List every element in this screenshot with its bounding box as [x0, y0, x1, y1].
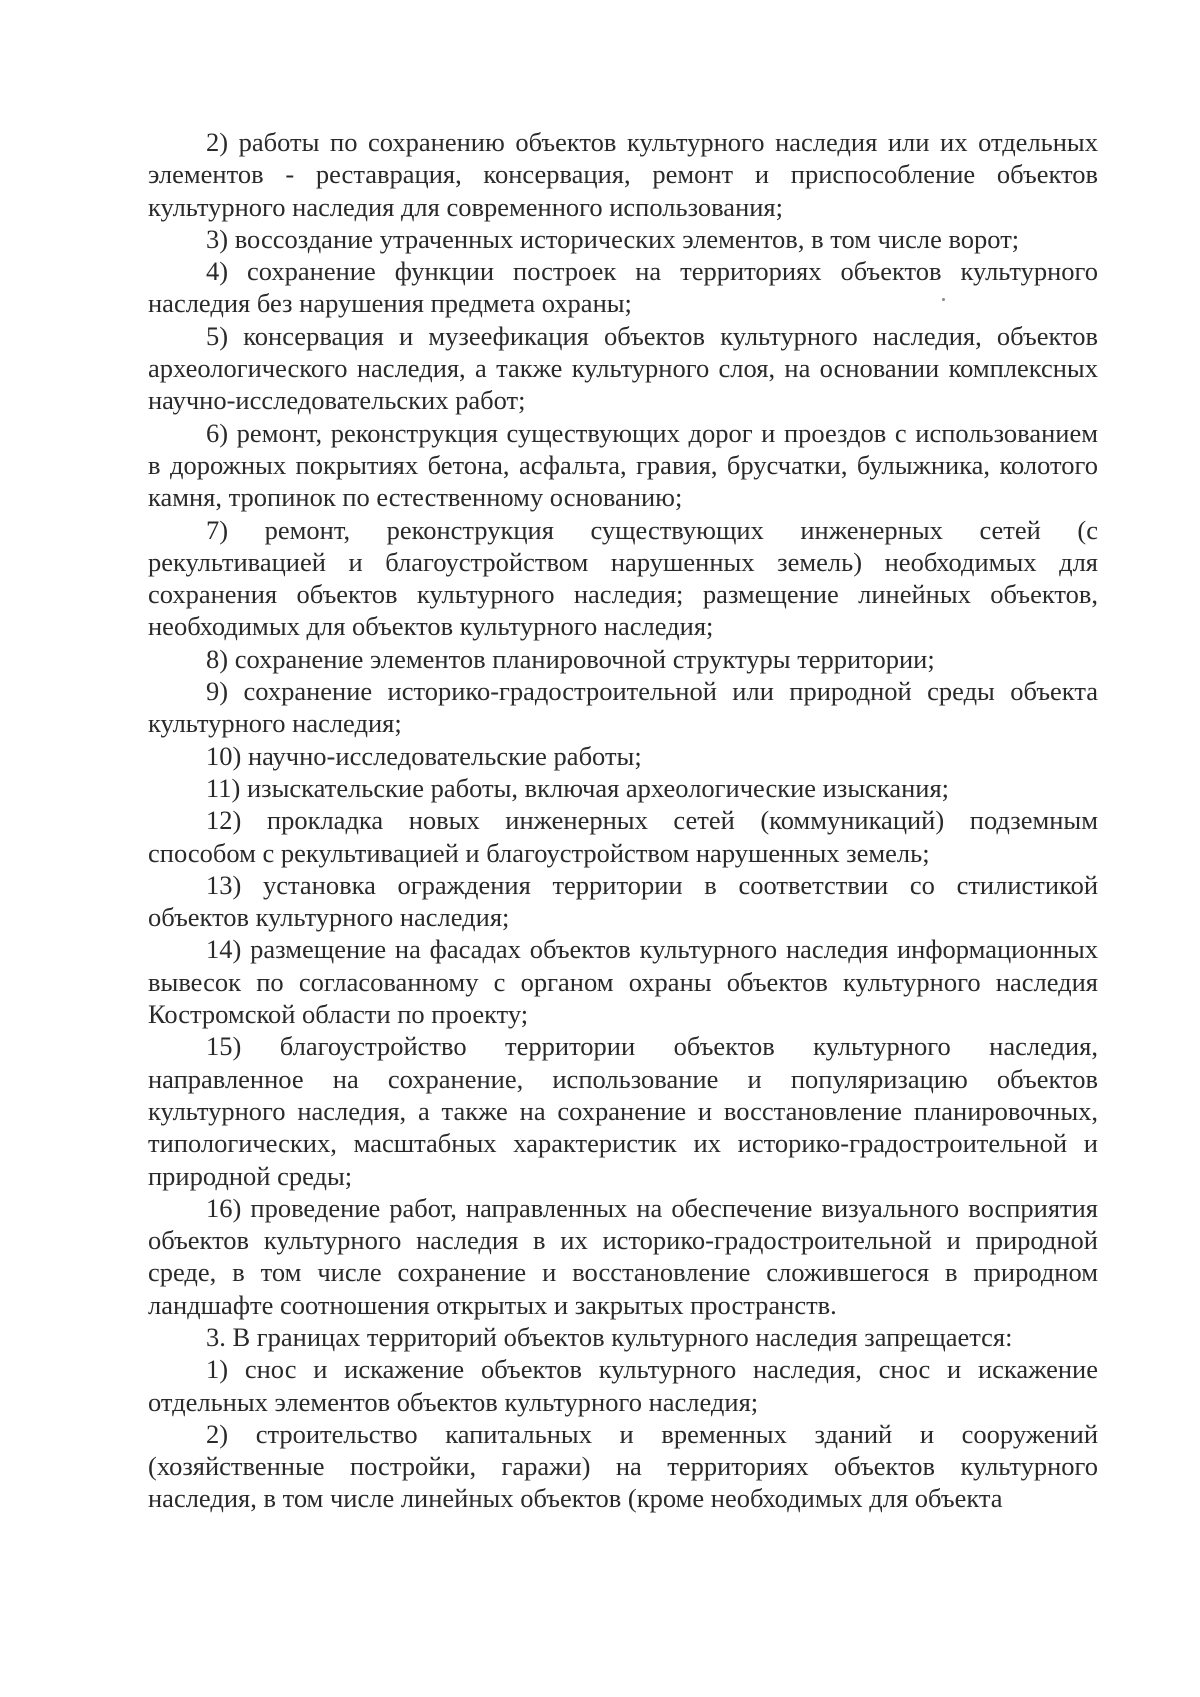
paragraph-item-11: 11) изыскательские работы, включая археологические изыскания; [206, 772, 950, 803]
paragraph-item-8: 8) сохранение элементов планировочной структуры территории; [206, 643, 935, 674]
paragraph-item-6: 6) ремонт, реконструкция существующих дорог и проездов с использованием в дорожных покрытиях бетона, асфальта, гравия, брусчатки, булыжника, колотого камня, тропинок по естественному основанию; [148, 417, 1098, 513]
paragraph-item-4: 4) сохранение функции построек на территориях объектов культурного наследия без нарушения предмета охраны; [148, 256, 1098, 319]
paragraph-item-12: 12) прокладка новых инженерных сетей (коммуникаций) подземным способом с рекультивацией и благоустройством нарушенных земель; [148, 805, 1098, 868]
paragraph-item-2: 2) работы по сохранению объектов культурного наследия или их отдельных элементов - реставрация, консервация, ремонт и приспособление объектов культурного наследия для современного использования; [148, 127, 1098, 222]
paragraph-item-15: 15) благоустройство территории объектов культурного наследия, направленное на сохранение, использование и популяризацию объектов культурного наследия, а также на сохранение и восстановление планировочных, типологических, масштабных характеристик их историко-градостроительной и природной среды; [148, 1031, 1098, 1191]
paragraph-item-10: 10) научно-исследовательские работы; [206, 740, 642, 771]
paragraph-item-14: 14) размещение на фасадах объектов культурного наследия информационных вывесок по согласованному с органом охраны объектов культурного наследия Костромской области по проекту; [148, 934, 1098, 1030]
prohibition-item-1: 1) снос и искажение объектов культурного наследия, снос и искажение отдельных элементов объектов культурного наследия; [148, 1354, 1098, 1417]
paragraph-item-7: 7) ремонт, реконструкция существующих инженерных сетей (с рекультивацией и благоустройством нарушенных земель) необходимых для сохранения объектов культурного наследия; размещение линейных объектов, необходимых для объектов культурного наследия; [148, 514, 1098, 642]
paragraph-item-9: 9) сохранение историко-градостроительной или природной среды объекта культурного наследия; [148, 676, 1098, 739]
section-heading-3: 3. В границах территорий объектов культурного наследия запрещается: [206, 1321, 1013, 1352]
paragraph-item-16: 16) проведение работ, направленных на обеспечение визуального восприятия объектов культурного наследия в их историко-градостроительной и природной среде, в том числе сохранение и восстановление сложившегося в природном ландшафте соотношения открытых и закрытых пространств. [148, 1192, 1098, 1320]
paragraph-item-13: 13) установка ограждения территории в соответствии со стилистикой объектов культурного наследия; [148, 869, 1098, 933]
prohibition-item-2: 2) строительство капитальных и временных зданий и сооружений (хозяйственные постройки, гаражи) на территориях объектов культурного наследия, в том числе линейных объектов (кроме необходимых для объекта [148, 1418, 1098, 1514]
paragraph-item-3: 3) воссоздание утраченных исторических элементов, в том числе ворот; [206, 223, 1020, 254]
paragraph-item-5: 5) консервация и музеефикация объектов культурного наследия, объектов археологического наследия, а также культурного слоя, на основании комплексных научно-исследовательских работ; [148, 320, 1098, 416]
document-body [148, 126, 1098, 1515]
